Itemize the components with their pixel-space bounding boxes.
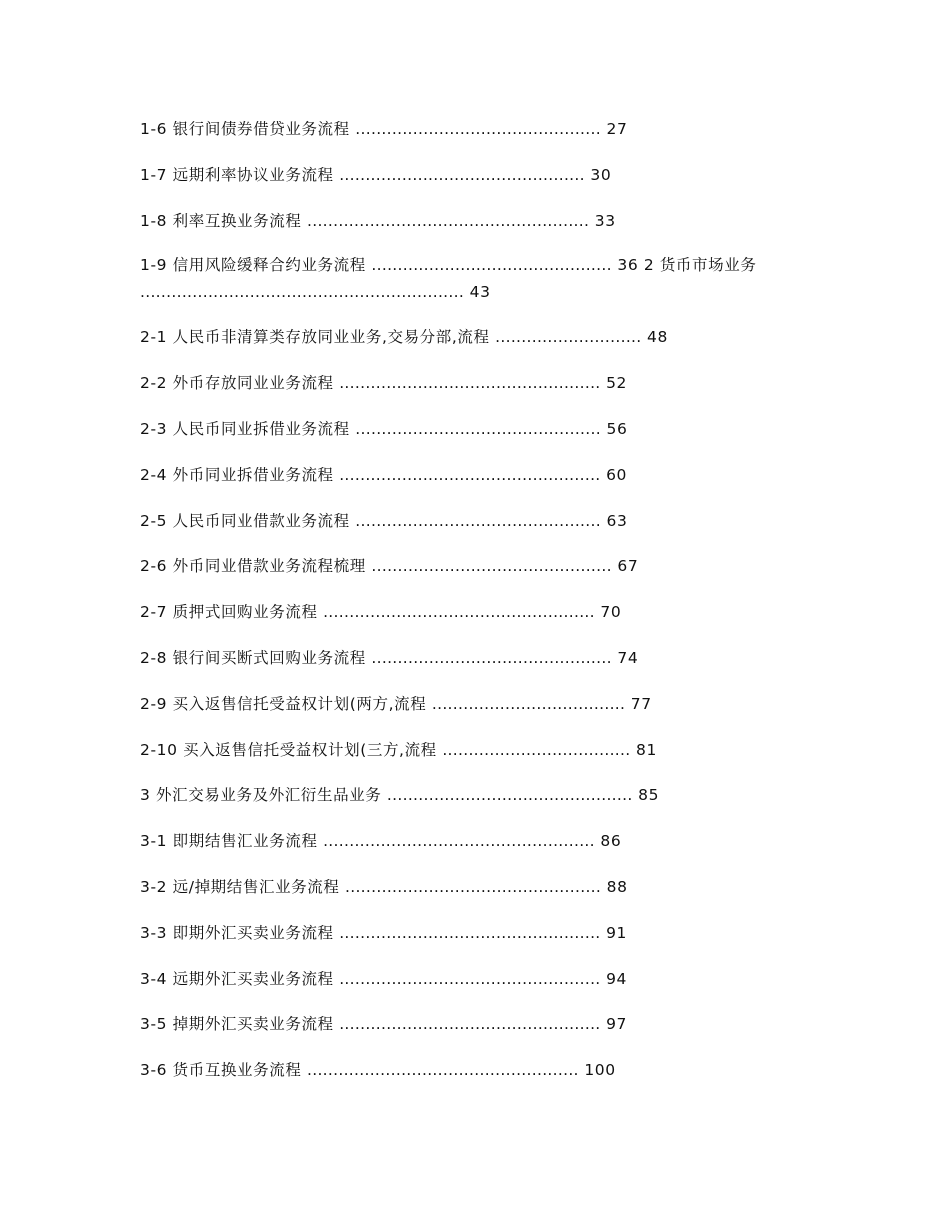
toc-entry-title: 1-9 信用风险缓释合约业务流程: [140, 256, 366, 275]
toc-entry[interactable]: [140, 1011, 800, 1037]
toc-page-number: 88: [606, 877, 628, 896]
toc-entry-title: 3-6 货币互换业务流程: [140, 1061, 302, 1080]
toc-entry-title: 2-8 银行间买断式回购业务流程: [140, 648, 366, 667]
toc-leader-dots: ..................................................: [339, 374, 601, 393]
toc-page-number: 67: [617, 557, 639, 576]
toc-entry-title: 2-10 买入返售信托受益权计划(三方,流程: [140, 740, 437, 759]
toc-entry[interactable]: [140, 116, 800, 142]
toc-entry-title: 3-1 即期结售汇业务流程: [140, 832, 318, 851]
toc-page-number: 70: [600, 603, 622, 622]
toc-entry[interactable]: [140, 920, 800, 946]
toc-leader-dots: ...............................................: [355, 120, 601, 138]
toc-leader-dots: .................................................: [345, 877, 602, 896]
toc-entry[interactable]: [140, 966, 800, 992]
toc-leader-dots: ...............................................: [355, 511, 601, 530]
toc-entry-title: 3-5 掉期外汇买卖业务流程: [140, 1015, 334, 1034]
toc-leader-dots: ............................: [495, 328, 642, 347]
toc-leader-dots: ..................................................: [339, 969, 601, 988]
toc-entry[interactable]: [140, 782, 800, 808]
toc-page-number: 63: [606, 511, 628, 530]
toc-page-number: 27: [606, 120, 628, 138]
toc-entry[interactable]: [140, 553, 800, 579]
toc-entry[interactable]: [140, 874, 800, 900]
toc-entry[interactable]: [140, 462, 800, 488]
toc-entry[interactable]: [140, 691, 800, 717]
toc-page-number: 85: [638, 786, 660, 805]
toc-entry[interactable]: [140, 252, 800, 306]
toc-leader-dots: ..................................................: [339, 465, 601, 484]
toc-entry-title: 2-7 质押式回购业务流程: [140, 603, 318, 622]
toc-leader-dots: ..............................................: [371, 256, 612, 275]
toc-entry[interactable]: [140, 324, 800, 350]
toc-entry[interactable]: [140, 162, 800, 188]
toc-leader-dots: ..................................................: [339, 1015, 601, 1034]
toc-entry-title: 3-2 远/掉期结售汇业务流程: [140, 877, 340, 896]
toc-entry-title: 2-1 人民币非清算类存放同业业务,交易分部,流程: [140, 328, 490, 347]
toc-entry[interactable]: [140, 599, 800, 625]
toc-leader-dots: ......................................................: [306, 211, 590, 230]
toc-page-number: 33: [594, 211, 616, 230]
toc-page-number: 74: [617, 648, 639, 667]
toc-page-number: 91: [606, 923, 628, 942]
toc-entry-title: 2-2 外币存放同业业务流程: [140, 374, 334, 393]
toc-leader-dots: .....................................: [431, 694, 626, 713]
toc-page-number: 52: [606, 374, 628, 393]
toc-entry[interactable]: [140, 645, 800, 671]
toc-entry-title: 3 外汇交易业务及外汇衍生品业务: [140, 786, 382, 805]
toc-page-number: 81: [636, 740, 657, 759]
table-of-contents: [140, 116, 800, 1103]
toc-entry-title: 2-3 人民币同业拆借业务流程: [140, 419, 350, 438]
toc-leader-dots: ..............................................: [371, 557, 612, 576]
toc-entry-title: 1-8 利率互换业务流程: [140, 211, 302, 230]
toc-entry[interactable]: [140, 508, 800, 534]
toc-entry[interactable]: [140, 1057, 800, 1083]
toc-entry-title: 2-4 外币同业拆借业务流程: [140, 465, 334, 484]
toc-page-number: 94: [606, 969, 628, 988]
toc-entry-title: 2-6 外币同业借款业务流程梳理: [140, 557, 366, 576]
toc-page-number: 43: [469, 283, 491, 302]
toc-entry[interactable]: [140, 828, 800, 854]
toc-leader-dots: ...............................................: [339, 165, 585, 184]
toc-leader-dots: ....................................................: [323, 832, 595, 851]
toc-page-number: 48: [647, 328, 668, 347]
toc-leader-dots: ....................................................: [306, 1061, 579, 1080]
toc-page-number: 56: [606, 419, 628, 438]
toc-entry[interactable]: [140, 370, 800, 396]
toc-page-number: 97: [606, 1015, 628, 1034]
toc-leader-dots: ...............................................: [386, 786, 633, 805]
toc-page-number: 30: [590, 165, 612, 184]
toc-leader-dots: ....................................................: [323, 603, 595, 622]
toc-entry-title: 1-7 远期利率协议业务流程: [140, 165, 334, 184]
toc-page-number: 77: [630, 694, 652, 713]
toc-page-number: 86: [600, 832, 622, 851]
toc-entry-title: 2-9 买入返售信托受益权计划(两方,流程: [140, 694, 427, 713]
toc-entry[interactable]: [140, 737, 800, 763]
toc-page-number: 36 2 货币市场业务: [617, 256, 757, 275]
toc-leader-dots: ....................................: [442, 740, 631, 759]
toc-leader-dots: ..................................................: [339, 923, 601, 942]
toc-leader-dots: ...............................................: [355, 419, 601, 438]
toc-entry-title: 2-5 人民币同业借款业务流程: [140, 511, 350, 530]
toc-entry-title: 3-4 远期外汇买卖业务流程: [140, 969, 334, 988]
toc-entry[interactable]: [140, 416, 800, 442]
toc-page-number: 60: [606, 465, 628, 484]
toc-page-number: 100: [584, 1061, 616, 1080]
toc-leader-dots: ..............................................: [371, 648, 612, 667]
toc-entry-title: 1-6 银行间债券借贷业务流程: [140, 120, 350, 138]
toc-entry-title: 3-3 即期外汇买卖业务流程: [140, 923, 334, 942]
toc-entry[interactable]: [140, 208, 800, 234]
toc-leader-dots: ..............................................................: [140, 283, 465, 302]
